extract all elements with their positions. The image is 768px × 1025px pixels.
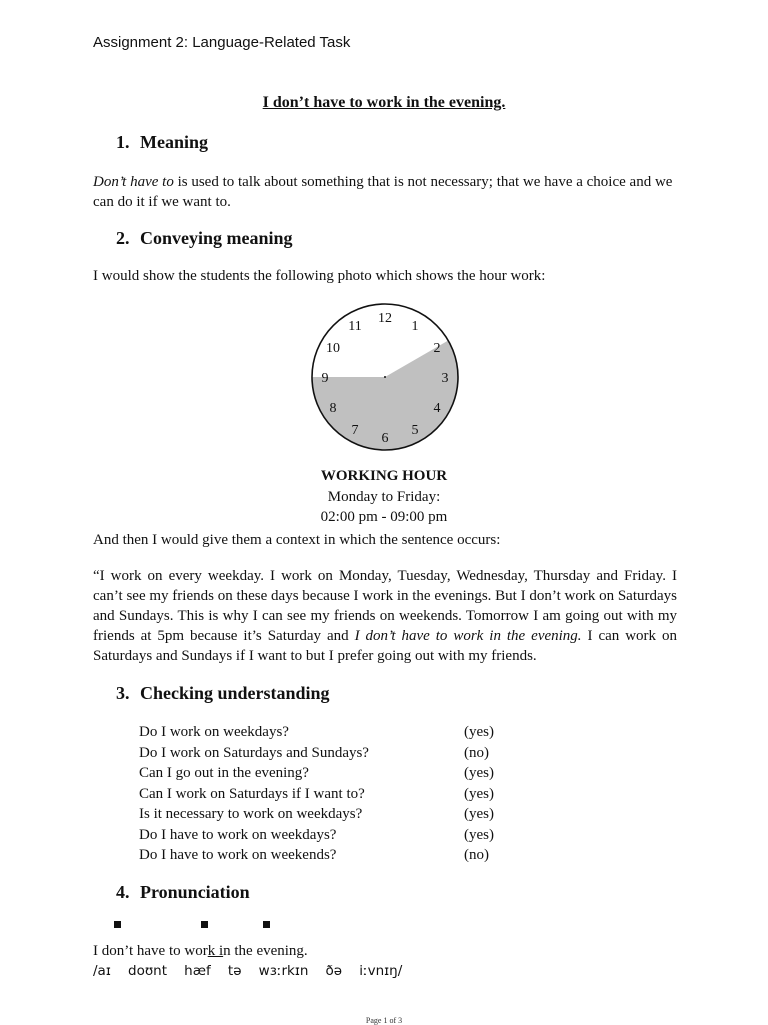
- clock-number: 8: [329, 401, 337, 416]
- section-heading-conveying: [116, 228, 293, 249]
- clock-number: 5: [411, 422, 419, 438]
- section-number: 4.: [116, 882, 130, 902]
- linking-underline: k i: [207, 943, 224, 959]
- ccq-question: Do I work on weekdays?: [139, 724, 289, 740]
- context-intro: And then I would give them a context in which the sentence occurs:: [93, 532, 501, 548]
- clock-illustration: [306, 298, 464, 456]
- clock-number: 12: [378, 311, 392, 326]
- page-header: Assignment 2: Language-Related Task: [93, 34, 351, 51]
- clock-number: 7: [351, 422, 359, 438]
- ccq-question: Do I work on Saturdays and Sundays?: [139, 744, 369, 761]
- ccq-row: [139, 743, 494, 764]
- ccq-answer: (no): [464, 744, 489, 761]
- phonetic-transcription: /aɪ doʊnt hæf tə wɜːrkɪn ðə iːvnɪŋ/: [93, 963, 403, 979]
- section-title: Pronunciation: [140, 882, 250, 902]
- meaning-paragraph: [93, 172, 677, 212]
- clock-number: 2: [433, 341, 441, 356]
- ccq-question: Is it necessary to work on weekdays?: [139, 806, 363, 822]
- section-number: 2.: [116, 228, 130, 248]
- ccq-question: Do I have to work on weekdays?: [139, 826, 337, 843]
- stress-mark-icon: [114, 921, 121, 928]
- sentence-part: I don’t have to wor: [93, 943, 208, 959]
- ccq-answer: (yes): [464, 765, 494, 781]
- section-heading-pronunciation: [116, 882, 250, 903]
- section-title: Meaning: [140, 132, 209, 152]
- clock-number: 10: [326, 341, 341, 356]
- context-text-2: I can work on Saturdays and Sundays if I want to but I prefer going out with my friends.: [93, 628, 677, 664]
- section-title: Checking understanding: [140, 683, 330, 703]
- page-title: [0, 94, 768, 112]
- meaning-emphasis: Don’t have to: [93, 174, 174, 190]
- clock-center: [384, 376, 386, 378]
- ccq-row: [139, 804, 494, 825]
- ccq-row: [139, 845, 494, 866]
- clock-number: 11: [348, 319, 362, 335]
- ccq-answer: (yes): [464, 785, 494, 802]
- ccq-question: Can I go out in the evening?: [139, 765, 309, 781]
- ccq-row: [139, 763, 494, 784]
- clock-number: 6: [381, 431, 389, 446]
- sentence-part: n the evening.: [223, 943, 308, 959]
- stress-mark-icon: [263, 921, 270, 928]
- pronunciation-sentence: [93, 941, 677, 961]
- section-title: Conveying meaning: [140, 228, 293, 248]
- title-text: I don’t have to work in the evening.: [262, 94, 506, 111]
- photo-intro: I would show the students the following photo which shows the hour work:: [93, 268, 546, 284]
- clock-number: 3: [441, 371, 449, 386]
- ccq-answer: (yes): [464, 826, 494, 843]
- stress-mark-icon: [201, 921, 208, 928]
- working-hour-title: WORKING HOUR: [320, 468, 448, 484]
- ccq-question: Do I have to work on weekends?: [139, 847, 337, 863]
- context-text-1: “I work on every weekday. I work on Monday, Tuesday, Wednesday, Thursday and Friday. I can’t see my friends on these days because I work in the evenings. But I don’t work on Saturdays and Sundays. This is why I can see my friends on weekends. Tomorrow I am going out with my friends at 5pm because it’s Saturday and: [93, 568, 677, 644]
- page-footer: Page 1 of 3: [365, 1016, 403, 1025]
- ccq-list: [139, 722, 494, 866]
- context-paragraph: [93, 566, 677, 666]
- ccq-row: [139, 825, 494, 846]
- section-heading-meaning: [116, 132, 208, 153]
- working-hour-days: Monday to Friday:: [327, 489, 441, 505]
- ccq-answer: (yes): [464, 724, 494, 740]
- section-number: 1.: [116, 132, 130, 152]
- section-heading-checking: [116, 683, 330, 704]
- meaning-text: is used to talk about something that is not necessary; that we have a choice and we can do it if we want to.: [93, 174, 673, 210]
- ccq-row: [139, 722, 494, 743]
- ccq-question: Can I work on Saturdays if I want to?: [139, 785, 365, 802]
- context-emphasis: I don’t have to work in the evening.: [354, 628, 582, 644]
- clock-number: 1: [411, 319, 419, 335]
- ccq-row: [139, 784, 494, 805]
- ccq-answer: (yes): [464, 806, 494, 822]
- ccq-answer: (no): [464, 847, 489, 863]
- clock-number: 4: [433, 401, 441, 416]
- working-hour-time: 02:00 pm - 09:00 pm: [320, 509, 448, 525]
- clock-number: 9: [321, 371, 329, 386]
- section-number: 3.: [116, 683, 130, 703]
